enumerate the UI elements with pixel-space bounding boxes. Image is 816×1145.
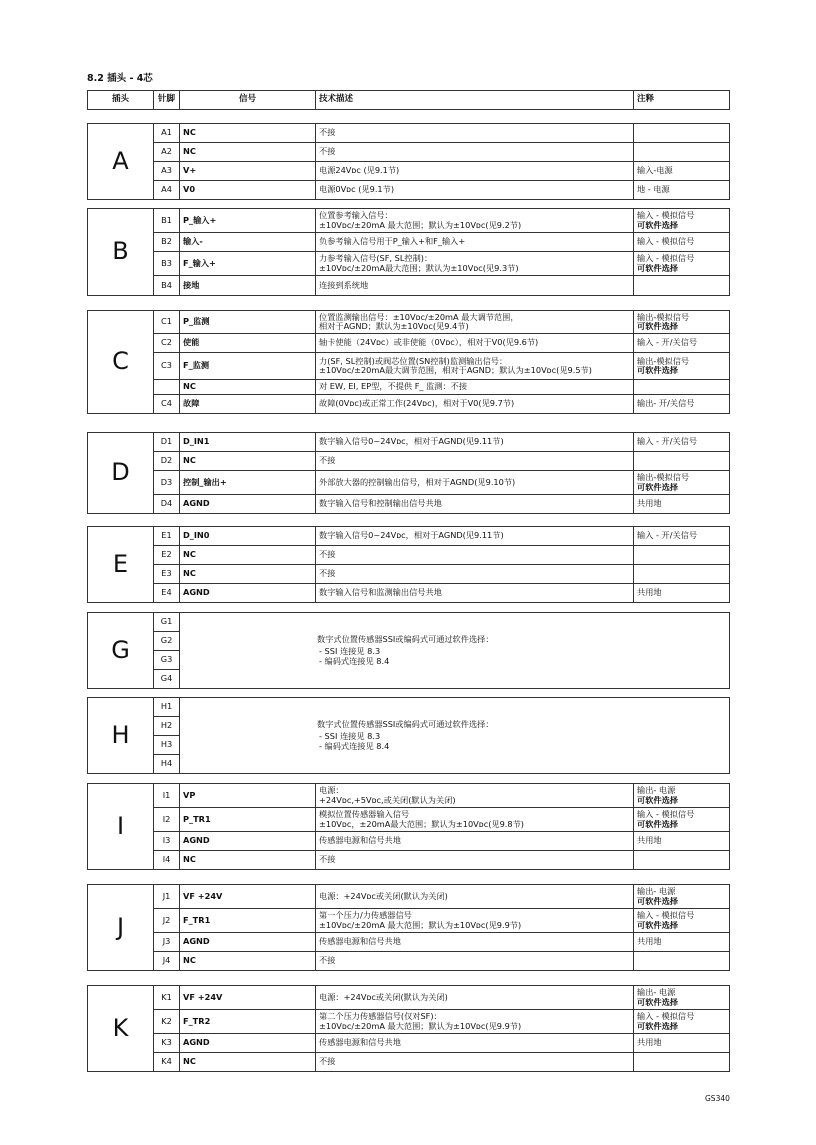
note-cell [634,233,730,252]
note-line: 输入 - 模拟信号 [637,1011,695,1022]
table-row [88,851,730,870]
description-cell [316,124,634,143]
description-line: 电源0Vᴅᴄ (见9.1节) [319,184,395,195]
table-row [88,471,730,495]
signal-cell: D_IN1 [180,433,316,452]
signal-cell: NC [180,124,316,143]
description-line: 数字输入信号0~24Vᴅᴄ，相对于AGND(见9.11节) [319,436,504,447]
signal-cell: NC [180,143,316,162]
note-cell [634,209,730,233]
pin-cell: K2 [154,1010,180,1034]
pin-cell: B1 [154,209,180,233]
table-row [88,252,730,276]
note-line: 可软件选择 [637,996,678,1007]
note-cell [634,334,730,353]
description-cell [316,546,634,565]
table-row [88,395,730,414]
table-row [88,495,730,514]
description-cell [316,784,634,808]
note-line: 输入 - 模拟信号 [637,809,695,820]
description-cell [316,527,634,546]
description-cell [316,395,634,414]
description-cell [316,851,634,870]
description-line: 力参考输入信号(SF, SL控制)： [319,253,433,264]
signal-cell: F_TR2 [180,1010,316,1034]
pin-cell: J1 [154,885,180,909]
note-line: 输入 - 模拟信号 [637,253,695,264]
note-cell [634,851,730,870]
pin-cell: C3 [154,353,180,380]
note-cell [634,252,730,276]
description-cell [316,181,634,200]
description-line: 轴卡使能（24Vᴅᴄ）或非使能（0Vᴅᴄ），相对于V0(见9.6节) [319,337,539,348]
table-row [88,353,730,380]
signal-cell: NC [180,851,316,870]
note-cell [634,933,730,952]
description-line: 不接 [319,455,336,466]
pin-cell: D2 [154,452,180,471]
table-row [88,209,730,233]
description-cell [316,565,634,584]
pin-cell: H3 [154,736,180,755]
pin-cell: I1 [154,784,180,808]
note-line: 输出- 电源 [637,785,676,796]
signal-cell: 控制_输出+ [180,471,316,495]
table-row [88,162,730,181]
connector-block-g [87,612,730,689]
description-cell [316,452,634,471]
encoder-line: - SSI 连接见 8.3 [319,646,381,657]
description-line: 外部放大器的控制输出信号，相对于AGND(见9.10节) [319,476,516,487]
description-cell [316,433,634,452]
note-line: 共用地 [637,835,662,846]
description-line: 不接 [319,549,336,560]
table-row [88,433,730,452]
note-line: 可软件选择 [637,1020,678,1031]
signal-cell: AGND [180,495,316,514]
section-heading: 8.2 插头 - 4芯 [87,73,153,84]
description-cell [316,276,634,296]
pin-cell: E3 [154,565,180,584]
note-line: 可软件选择 [637,321,678,331]
signal-cell: NC [180,452,316,471]
signal-cell: 输入- [180,233,316,252]
pin-cell: E1 [154,527,180,546]
note-cell [634,495,730,514]
signal-cell: V0 [180,181,316,200]
signal-cell: VP [180,784,316,808]
description-line: 电源： [319,785,344,796]
description-line: 传感器电源和信号共地 [319,835,401,846]
note-cell [634,832,730,851]
encoder-line: - 编码式连接见 8.4 [319,740,390,751]
note-cell [634,527,730,546]
signal-cell: AGND [180,933,316,952]
signal-cell: F_监测 [180,353,316,380]
note-cell [634,433,730,452]
description-line: 连接到系统地 [319,279,369,290]
table-row [88,124,730,143]
note-cell [634,808,730,832]
note-cell [634,471,730,495]
note-line: 可软件选择 [637,895,678,906]
description-line: ±10Vᴅᴄ/±20mA 最大范围；默认为±10Vᴅᴄ(见9.2节) [319,219,522,230]
note-cell [634,353,730,380]
description-cell [316,1053,634,1072]
encoder-line: - 编码式连接见 8.4 [319,655,390,666]
note-line: 输入 - 模拟信号 [637,210,695,221]
connector-label: D [88,433,154,514]
description-line: 电源24Vᴅᴄ (见9.1节) [319,165,400,176]
signal-cell: AGND [180,584,316,603]
description-line: 不接 [319,146,336,157]
signal-cell: NC [180,565,316,584]
connector-label: K [88,986,154,1072]
note-cell [634,162,730,181]
description-cell [316,380,634,395]
description-line: ±10Vᴅᴄ/±20mA最大调节范围，相对于AGND；默认为±10Vᴅᴄ(见9.5节) [319,365,592,375]
pin-cell: J3 [154,933,180,952]
description-cell [316,471,634,495]
signal-cell: P_监测 [180,311,316,334]
connector-block-e [87,526,730,603]
header-table [87,90,730,110]
table-row [88,565,730,584]
header-note: 注释 [634,91,730,110]
description-cell [316,986,634,1010]
table-row [88,452,730,471]
description-line: 力(SF, SL控制)或阀芯位置(SN控制)监测输出信号： [319,355,508,366]
note-line: 输出- 电源 [637,987,676,998]
description-line: 电源：+24Vᴅᴄ或关闭(默认为关闭) [319,991,448,1002]
description-line: 第二个压力传感器信号(仅对SF)： [319,1011,442,1022]
note-line: 输入 - 模拟信号 [637,910,695,921]
description-cell [316,311,634,334]
pin-cell: H4 [154,755,180,774]
table-row [88,986,730,1010]
pin-cell: B3 [154,252,180,276]
table-row [88,698,730,717]
note-cell [634,311,730,334]
note-cell [634,909,730,933]
note-line: 输入 - 开/关信号 [637,530,698,541]
pin-cell: A1 [154,124,180,143]
connector-label: J [88,885,154,971]
description-cell [316,209,634,233]
pin-cell: G3 [154,651,180,670]
connector-label: C [88,311,154,414]
encoder-description [180,698,730,774]
description-cell [316,353,634,380]
note-line: 输出-模拟信号 [637,472,690,483]
pin-cell: H1 [154,698,180,717]
note-line: 输入 - 模拟信号 [637,236,695,247]
note-cell [634,1034,730,1053]
pin-cell: I2 [154,808,180,832]
table-row [88,808,730,832]
signal-cell: 使能 [180,334,316,353]
signal-cell: P_输入+ [180,209,316,233]
note-cell [634,452,730,471]
note-cell [634,584,730,603]
description-cell [316,808,634,832]
pin-cell: G4 [154,670,180,689]
pin-cell: B4 [154,276,180,296]
header-conn: 插头 [88,91,154,110]
note-line: 可软件选择 [637,794,678,805]
header-signal: 信号 [180,91,316,110]
description-line: 数字输入信号和控制输出信号共地 [319,498,442,509]
description-line: ±10Vᴅᴄ/±20mA 最大范围；默认为±10Vᴅᴄ(见9.9节) [319,1020,522,1031]
signal-cell: AGND [180,1034,316,1053]
signal-cell: 故障 [180,395,316,414]
pin-cell: K4 [154,1053,180,1072]
description-cell [316,495,634,514]
pin-cell [154,380,180,395]
note-line: 可软件选择 [637,919,678,930]
connector-block-h [87,697,730,774]
table-row [88,584,730,603]
note-line: 输出-模拟信号 [637,355,690,366]
description-cell [316,885,634,909]
description-line: 对 EW, EI, EP型，不提供 F_ 监测：不接 [319,381,468,392]
connector-block-d [87,432,730,514]
note-cell [634,143,730,162]
encoder-description [180,613,730,689]
table-row [88,885,730,909]
note-cell [634,1010,730,1034]
description-cell [316,252,634,276]
encoder-line: 数字式位置传感器SSI或编码式可通过软件选择： [317,633,494,644]
footer-code: GS340 [705,1094,730,1103]
description-line: ±10Vᴅᴄ/±20mA最大范围；默认为±10Vᴅᴄ(见9.3节) [319,262,519,273]
signal-cell: P_TR1 [180,808,316,832]
note-line: 输入 - 开/关信号 [637,436,698,447]
description-cell [316,952,634,971]
note-cell [634,395,730,414]
signal-cell: F_输入+ [180,252,316,276]
note-line: 可软件选择 [637,262,678,273]
note-line: 共用地 [637,498,662,509]
table-row [88,546,730,565]
pin-cell: C2 [154,334,180,353]
note-line: 输出-模拟信号 [637,311,690,322]
table-row [88,380,730,395]
pin-cell: G2 [154,632,180,651]
pin-cell: C1 [154,311,180,334]
note-line: 可软件选择 [637,219,678,230]
note-cell [634,1053,730,1072]
description-line: 不接 [319,568,336,579]
description-line: 位置监测输出信号：±10Vᴅᴄ/±20mA 最大调节范围， [319,311,519,322]
description-line: +24Vᴅᴄ,+5Vᴅᴄ,或关闭(默认为关闭) [319,794,456,805]
description-line: ±10Vᴅᴄ，±20mA最大范围；默认为±10Vᴅᴄ(见9.8节) [319,818,524,829]
note-cell [634,181,730,200]
connector-block-j [87,884,730,971]
signal-cell: VF +24V [180,885,316,909]
connector-block-b [87,208,730,296]
table-row [88,276,730,296]
note-line: 输出- 电源 [637,886,676,897]
description-line: 传感器电源和信号共地 [319,1037,401,1048]
description-cell [316,162,634,181]
description-cell [316,832,634,851]
pin-cell: H2 [154,717,180,736]
table-row [88,181,730,200]
signal-cell: NC [180,952,316,971]
description-line: 位置参考输入信号： [319,210,393,221]
table-row [88,909,730,933]
pin-cell: K1 [154,986,180,1010]
note-cell [634,784,730,808]
table-row [88,311,730,334]
note-line: 可软件选择 [637,818,678,829]
note-line: 输入-电源 [637,165,673,176]
pin-cell: C4 [154,395,180,414]
description-line: 故障(0Vᴅᴄ)或正常工作(24Vᴅᴄ)，相对于V0(见9.7节) [319,398,515,409]
table-row [88,784,730,808]
connector-label: E [88,527,154,603]
pin-cell: E4 [154,584,180,603]
note-line: 输入 - 开/关信号 [637,337,698,348]
note-cell [634,952,730,971]
table-row [88,233,730,252]
connector-block-i [87,783,730,870]
pin-cell: A3 [154,162,180,181]
description-cell [316,909,634,933]
signal-cell: 接地 [180,276,316,296]
connector-block-k [87,985,730,1072]
description-line: 不接 [319,854,336,865]
pin-cell: E2 [154,546,180,565]
table-row [88,1034,730,1053]
description-line: 数字输入信号0~24Vᴅᴄ，相对于AGND(见9.11节) [319,530,504,541]
signal-cell: NC [180,1053,316,1072]
signal-cell: V+ [180,162,316,181]
connector-label: G [88,613,154,689]
table-row [88,143,730,162]
pin-cell: I4 [154,851,180,870]
note-line: 共用地 [637,1037,662,1048]
description-cell [316,1034,634,1053]
table-row [88,334,730,353]
table-row [88,832,730,851]
description-cell [316,143,634,162]
description-line: ±10Vᴅᴄ/±20mA 最大范围；默认为±10Vᴅᴄ(见9.9节) [319,919,522,930]
signal-cell: AGND [180,832,316,851]
description-line: 相对于AGND；默认为±10Vᴅᴄ(见9.4节) [319,321,469,331]
signal-cell: NC [180,546,316,565]
signal-cell: F_TR1 [180,909,316,933]
pin-cell: D1 [154,433,180,452]
connector-label: I [88,784,154,870]
table-row [88,1010,730,1034]
note-line: 输出- 开/关信号 [637,398,695,409]
description-line: 不接 [319,127,336,138]
table-row [88,527,730,546]
pin-cell: J4 [154,952,180,971]
encoder-line: 数字式位置传感器SSI或编码式可通过软件选择： [317,718,494,729]
connector-label: H [88,698,154,774]
description-line: 电源：+24Vᴅᴄ或关闭(默认为关闭) [319,890,448,901]
note-cell [634,546,730,565]
note-line: 可软件选择 [637,365,678,375]
description-cell [316,334,634,353]
connector-block-a [87,123,730,200]
pin-cell: B2 [154,233,180,252]
connector-label: B [88,209,154,296]
description-cell [316,1010,634,1034]
signal-cell: D_IN0 [180,527,316,546]
description-cell [316,233,634,252]
signal-cell: NC [180,380,316,395]
table-row [88,1053,730,1072]
pin-cell: K3 [154,1034,180,1053]
note-line: 共用地 [637,587,662,598]
note-cell [634,986,730,1010]
description-line: 数字输入信号和监测输出信号共地 [319,587,442,598]
description-line: 模拟位置传感器输入信号 [319,809,410,820]
signal-cell: VF +24V [180,986,316,1010]
note-line: 共用地 [637,936,662,947]
description-line: 负参考输入信号用于P_输入+和F_输入+ [319,236,466,247]
pin-cell: D4 [154,495,180,514]
header-pin: 针脚 [154,91,180,110]
header-desc: 技术描述 [316,91,634,110]
pin-cell: J2 [154,909,180,933]
connector-block-c [87,310,730,414]
pin-cell: D3 [154,471,180,495]
description-cell [316,584,634,603]
table-row [88,613,730,632]
description-cell [316,933,634,952]
pin-cell: G1 [154,613,180,632]
pin-cell: A4 [154,181,180,200]
note-line: 可软件选择 [637,481,678,492]
note-cell [634,885,730,909]
note-cell [634,565,730,584]
description-line: 传感器电源和信号共地 [319,936,401,947]
pin-cell: A2 [154,143,180,162]
description-line: 不接 [319,1056,336,1067]
table-row [88,933,730,952]
pin-cell: I3 [154,832,180,851]
description-line: 不接 [319,955,336,966]
description-line: 第一个压力/力传感器信号 [319,910,412,921]
encoder-line: - SSI 连接见 8.3 [319,731,381,742]
note-cell [634,276,730,296]
note-line: 地 - 电源 [637,184,670,195]
note-cell [634,124,730,143]
table-row [88,952,730,971]
connector-label: A [88,124,154,200]
note-cell [634,380,730,395]
